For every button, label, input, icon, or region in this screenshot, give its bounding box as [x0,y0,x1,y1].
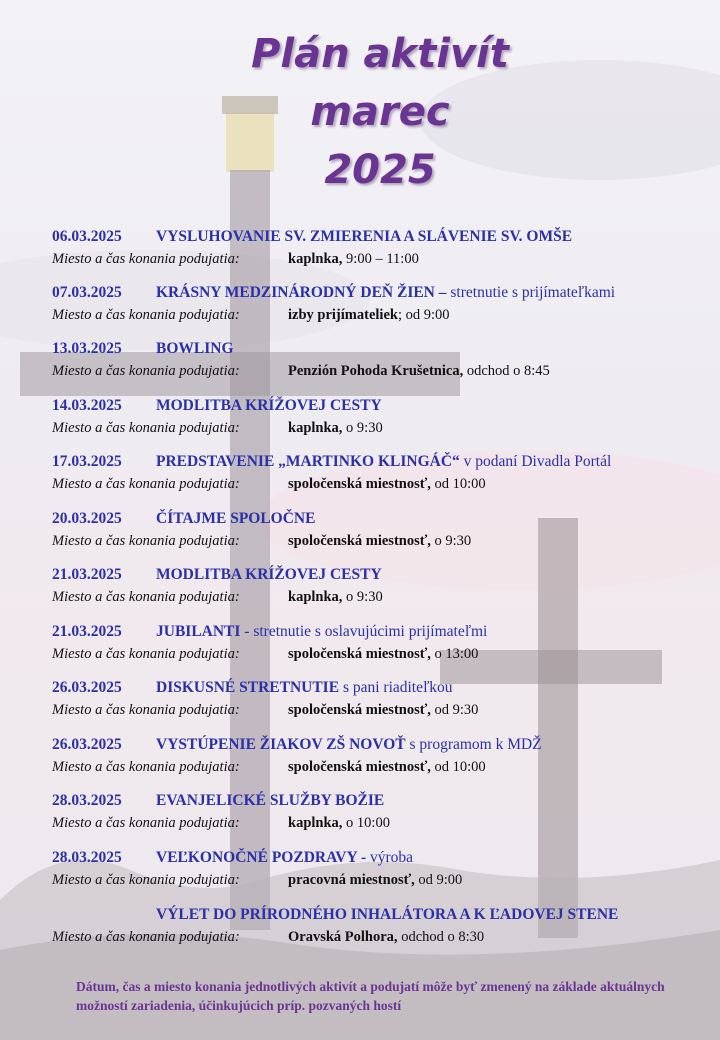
event-title: VÝLET DO PRÍRODNÉHO INHALÁTORA A K ĽADOVEJ STENE [156,906,619,923]
event-item [52,736,712,776]
event-date: 06.03.2025 [52,228,122,245]
event-time: ; od 9:00 [397,307,450,323]
page-title-year: 2025 [324,147,436,193]
event-heading [52,510,712,532]
event-details [52,251,712,268]
event-details [52,533,712,550]
event-details [52,476,712,493]
event-item [52,228,712,268]
event-date: 28.03.2025 [52,849,122,866]
event-heading [52,340,712,362]
event-place: spoločenská miestnosť, [288,759,431,775]
event-place: kaplnka, [288,420,343,436]
event-date: 21.03.2025 [52,566,122,583]
event-details [52,420,712,437]
event-place: kaplnka, [288,815,343,831]
event-details [52,646,712,663]
place-time-label: Miesto a čas konania podujatia: [52,307,240,323]
event-title: DISKUSNÉ STRETNUTIE [156,679,340,696]
event-title-suffix: s pani riaditeľkou [339,679,453,696]
event-heading [52,566,712,588]
event-item [52,792,712,832]
event-time: o 9:30 [342,420,383,436]
event-place: spoločenská miestnosť, [288,646,431,662]
event-details [52,815,712,832]
event-item [52,623,712,663]
event-time: odchod o 8:30 [397,929,485,945]
place-time-label: Miesto a čas konania podujatia: [52,533,240,549]
event-title: VYSTÚPENIE ŽIAKOV ZŠ NOVOŤ [156,736,406,753]
place-time-label: Miesto a čas konania podujatia: [52,363,240,379]
event-date: 13.03.2025 [52,340,122,357]
place-time-label: Miesto a čas konania podujatia: [52,702,240,718]
event-date: 20.03.2025 [52,510,122,527]
event-item [52,284,712,324]
event-details [52,929,712,946]
event-date: 21.03.2025 [52,623,122,640]
event-time: od 10:00 [430,759,486,775]
event-heading [52,623,712,645]
event-heading [52,736,712,758]
place-time-label: Miesto a čas konania podujatia: [52,251,240,267]
event-heading [52,679,712,701]
event-place: kaplnka, [288,251,343,267]
place-time-label: Miesto a čas konania podujatia: [52,759,240,775]
event-title: BOWLING [156,340,234,357]
event-time: o 10:00 [342,815,390,831]
event-title: VYSLUHOVANIE SV. ZMIERENIA A SLÁVENIE SV. OMŠE [156,228,573,245]
event-place: kaplnka, [288,589,343,605]
event-date: 14.03.2025 [52,397,122,414]
event-details [52,759,712,776]
event-heading [52,284,712,306]
event-item [52,397,712,437]
event-date: 26.03.2025 [52,736,122,753]
event-place: spoločenská miestnosť, [288,702,431,718]
event-heading [52,228,712,250]
event-title-suffix: výroba [366,849,414,866]
event-date: 28.03.2025 [52,792,122,809]
footnote: Dátum, čas a miesto konania jednotlivých aktivít a podujatí môže byť zmenený na základe aktuálnych možností zariadenia, účinkujúcich príp. pozvaných hostí [76,979,665,1013]
page-title: Plán aktivít [251,31,509,77]
event-time: od 9:30 [430,702,479,718]
event-heading [52,906,712,928]
event-place: izby prijímateliek [288,307,398,323]
event-details [52,872,712,889]
event-title: PREDSTAVENIE „MARTINKO KLINGÁČ“ [156,453,460,470]
event-date: 26.03.2025 [52,679,122,696]
event-date: 17.03.2025 [52,453,122,470]
event-details [52,307,712,324]
event-details [52,363,712,380]
event-time: o 9:30 [342,589,383,605]
event-item [52,679,712,719]
event-title: MODLITBA KRÍŽOVEJ CESTY [156,397,382,414]
event-title: KRÁSNY MEDZINÁRODNÝ DEŇ ŽIEN – [156,284,447,301]
place-time-label: Miesto a čas konania podujatia: [52,589,240,605]
event-time: od 10:00 [430,476,486,492]
event-item [52,906,712,946]
place-time-label: Miesto a čas konania podujatia: [52,476,240,492]
place-time-label: Miesto a čas konania podujatia: [52,815,240,831]
event-item [52,849,712,889]
place-time-label: Miesto a čas konania podujatia: [52,872,240,888]
event-place: spoločenská miestnosť, [288,533,431,549]
page-title-month: marec [310,89,450,135]
event-title-suffix: v podaní Divadla Portál [459,453,612,470]
event-place: Penzión Pohoda Krušetnica, [288,363,464,379]
event-details [52,702,712,719]
event-heading [52,453,712,475]
event-title-suffix: s programom k MDŽ [405,736,542,753]
event-place: spoločenská miestnosť, [288,476,431,492]
event-time: odchod o 8:45 [463,363,550,379]
event-title: JUBILANTI [156,623,241,640]
place-time-label: Miesto a čas konania podujatia: [52,646,240,662]
event-title: VEĽKONOČNÉ POZDRAVY - [156,849,367,866]
event-time: od 9:00 [414,872,463,888]
place-time-label: Miesto a čas konania podujatia: [52,420,240,436]
event-heading [52,792,712,814]
event-place: pracovná miestnosť, [288,872,415,888]
event-title-suffix: - stretnutie s oslavujúcimi prijímateľmi [240,623,488,640]
event-item [52,566,712,606]
event-heading [52,849,712,871]
event-title: MODLITBA KRÍŽOVEJ CESTY [156,566,382,583]
event-time: o 13:00 [430,646,479,662]
event-title: ČÍTAJME SPOLOČNE [156,510,316,527]
event-title: EVANJELICKÉ SLUŽBY BOŽIE [156,792,385,809]
event-place: Oravská Polhora, [288,929,398,945]
event-item [52,510,712,550]
event-details [52,589,712,606]
event-date: 07.03.2025 [52,284,122,301]
event-title-suffix: stretnutie s prijímateľkami [446,284,616,301]
event-item [52,340,712,380]
place-time-label: Miesto a čas konania podujatia: [52,929,240,945]
event-item [52,453,712,493]
event-time: o 9:30 [430,533,472,549]
event-time: 9:00 – 11:00 [342,251,419,267]
event-heading [52,397,712,419]
